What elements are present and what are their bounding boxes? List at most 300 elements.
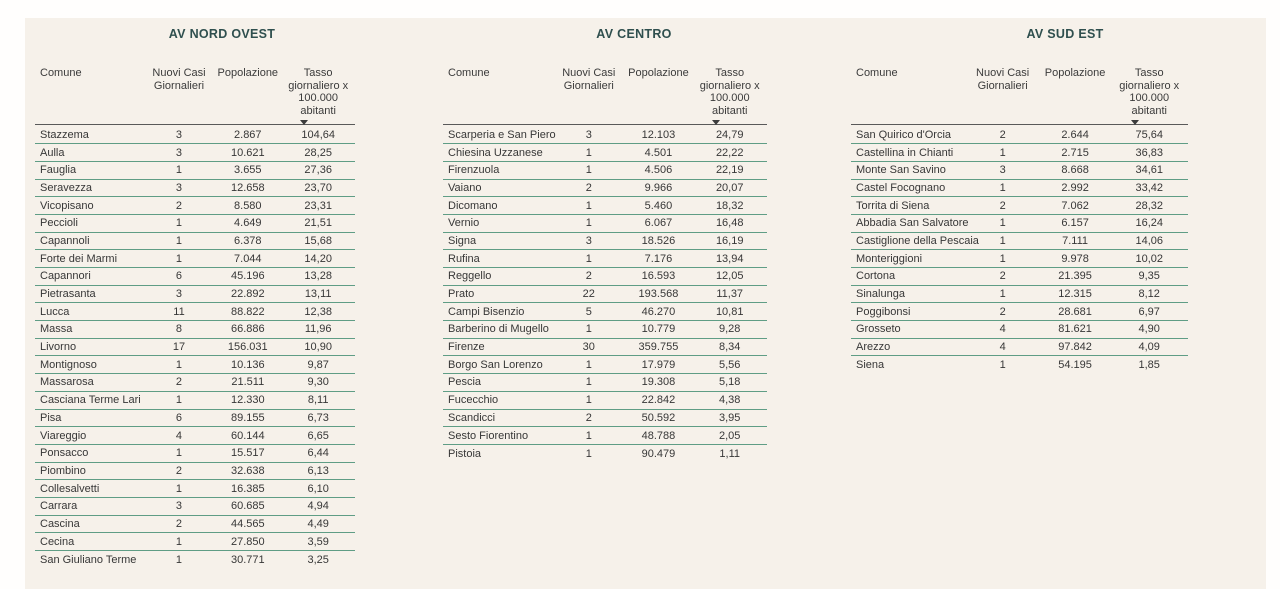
- cell-popolazione: 2.715: [1061, 146, 1089, 159]
- cell-popolazione: 22.842: [641, 394, 676, 407]
- cell-nuovi-casi: 1: [585, 252, 592, 265]
- column-header-popolazione[interactable]: Popolazione: [1044, 67, 1106, 79]
- table-body: [851, 127, 1188, 375]
- cell-comune: Campi Bisenzio: [448, 305, 525, 318]
- cell-comune: Dicomano: [448, 199, 498, 212]
- table-av-nord-ovest: [35, 18, 355, 589]
- cell-popolazione: 46.270: [641, 305, 676, 318]
- cell-popolazione: 30.771: [230, 553, 265, 566]
- table-row: [443, 410, 767, 428]
- cell-popolazione: 2.992: [1061, 181, 1089, 194]
- cell-comune: Vernio: [448, 217, 480, 230]
- cell-comune: Aulla: [40, 146, 65, 159]
- cell-nuovi-casi: 6: [175, 270, 183, 283]
- cell-tasso: 6,44: [307, 447, 329, 460]
- cell-popolazione: 12.315: [1058, 288, 1092, 301]
- cell-nuovi-casi: 4: [175, 429, 183, 442]
- column-header-tasso[interactable]: [281, 67, 355, 125]
- table-row: [35, 463, 355, 481]
- cell-popolazione: 66.886: [230, 323, 265, 336]
- cell-nuovi-casi: 2: [999, 305, 1006, 318]
- cell-nuovi-casi: 3: [175, 146, 183, 159]
- cell-nuovi-casi: 1: [585, 429, 592, 442]
- cell-comune: Viareggio: [40, 429, 87, 442]
- cell-nuovi-casi: 8: [175, 323, 183, 336]
- table-body: [443, 127, 767, 463]
- cell-comune: San Giuliano Terme: [40, 553, 137, 566]
- table-row: [443, 127, 767, 145]
- cell-nuovi-casi: 2: [585, 270, 592, 283]
- cell-tasso: 6,65: [307, 429, 329, 442]
- cell-popolazione: 8.580: [234, 199, 262, 212]
- cell-comune: Stazzema: [40, 128, 89, 141]
- cell-nuovi-casi: 11: [173, 305, 185, 318]
- cell-popolazione: 9.966: [644, 181, 673, 194]
- cell-comune: Signa: [448, 234, 477, 247]
- cell-tasso: 6,10: [307, 482, 329, 495]
- cell-comune: Reggello: [448, 270, 492, 283]
- cell-tasso: 8,12: [1138, 288, 1160, 301]
- table-row: [35, 250, 355, 268]
- cell-nuovi-casi: 5: [585, 305, 592, 318]
- cell-tasso: 10,02: [1135, 252, 1163, 265]
- table-header-row: [851, 67, 1188, 125]
- cell-popolazione: 50.592: [641, 411, 676, 424]
- table-row: [443, 339, 767, 357]
- table-row: [443, 286, 767, 304]
- cell-comune: Castellina in Chianti: [856, 146, 954, 159]
- table-row: [35, 427, 355, 445]
- cell-nuovi-casi: 1: [175, 553, 183, 566]
- cell-popolazione: 6.067: [644, 217, 673, 230]
- table-row: [35, 356, 355, 374]
- cell-comune: Ponsacco: [40, 447, 89, 460]
- table-row: [35, 374, 355, 392]
- cell-popolazione: 21.395: [1058, 270, 1092, 283]
- cell-tasso: 13,94: [715, 252, 744, 265]
- cell-comune: Massa: [40, 323, 73, 336]
- column-header-tasso[interactable]: [1110, 67, 1188, 125]
- cell-popolazione: 89.155: [230, 411, 265, 424]
- cell-nuovi-casi: 6: [175, 411, 183, 424]
- cell-popolazione: 7.062: [1061, 199, 1089, 212]
- table-row: [851, 339, 1188, 357]
- cell-comune: Firenzuola: [448, 164, 500, 177]
- cell-nuovi-casi: 2: [999, 199, 1006, 212]
- cell-tasso: 10,81: [715, 305, 744, 318]
- cell-nuovi-casi: 2: [175, 464, 183, 477]
- cell-tasso: 5,18: [719, 376, 741, 389]
- table-title: AV NORD OVEST: [168, 27, 276, 41]
- cell-popolazione: 60.144: [230, 429, 265, 442]
- cell-nuovi-casi: 3: [585, 128, 592, 141]
- cell-nuovi-casi: 3: [999, 164, 1006, 177]
- cell-nuovi-casi: 1: [585, 447, 592, 460]
- cell-popolazione: 9.978: [1061, 252, 1089, 265]
- cell-comune: Livorno: [40, 341, 77, 354]
- table-row: [35, 286, 355, 304]
- cell-popolazione: 6.378: [234, 234, 262, 247]
- cell-comune: Abbadia San Salvatore: [856, 217, 969, 230]
- table-row: [851, 268, 1188, 286]
- cell-comune: Monteriggioni: [856, 252, 923, 265]
- table-row: [35, 233, 355, 251]
- cell-tasso: 18,32: [715, 199, 744, 212]
- table-row: [35, 215, 355, 233]
- cell-popolazione: 88.822: [230, 305, 265, 318]
- cell-tasso: 3,25: [307, 553, 329, 566]
- cell-tasso: 13,11: [304, 288, 332, 301]
- cell-tasso: 1,11: [719, 447, 740, 460]
- sort-descending-icon: [712, 120, 720, 125]
- cell-tasso: 33,42: [1135, 181, 1163, 194]
- cell-tasso: 4,49: [307, 517, 329, 530]
- cell-tasso: 23,70: [304, 181, 332, 194]
- column-header-tasso-label: Tasso giornaliero x 100.000 abitanti: [1119, 67, 1180, 117]
- cell-tasso: 1,85: [1138, 359, 1160, 372]
- cell-nuovi-casi: 2: [585, 181, 592, 194]
- table-row: [35, 551, 355, 569]
- cell-popolazione: 2.867: [234, 128, 262, 141]
- column-header-nuovi-casi[interactable]: Nuovi Casi Giornalieri: [562, 67, 616, 92]
- cell-nuovi-casi: 1: [585, 164, 592, 177]
- column-header-tasso-label: Tasso giornaliero x 100.000 abitanti: [699, 67, 760, 117]
- cell-popolazione: 16.593: [641, 270, 676, 283]
- table-title: AV SUD EST: [1026, 27, 1104, 41]
- table-body: [35, 127, 355, 569]
- table-row: [851, 180, 1188, 198]
- cell-nuovi-casi: 1: [175, 358, 183, 371]
- cell-popolazione: 7.111: [1062, 234, 1089, 247]
- cell-comune: Poggibonsi: [856, 305, 911, 318]
- cell-comune: Casciana Terme Lari: [40, 394, 141, 407]
- cell-popolazione: 359.755: [638, 341, 679, 354]
- table-row: [443, 356, 767, 374]
- cell-comune: Pisa: [40, 411, 62, 424]
- table-row: [851, 127, 1188, 145]
- cell-nuovi-casi: 4: [999, 323, 1006, 336]
- table-row: [35, 268, 355, 286]
- table-row: [443, 321, 767, 339]
- cell-nuovi-casi: 1: [175, 217, 183, 230]
- table-row: [35, 144, 355, 162]
- cell-nuovi-casi: 2: [175, 199, 183, 212]
- cell-comune: Seravezza: [40, 181, 92, 194]
- cell-nuovi-casi: 17: [172, 341, 186, 354]
- cell-popolazione: 6.157: [1061, 217, 1089, 230]
- cell-tasso: 11,96: [304, 323, 332, 336]
- cell-tasso: 10,90: [304, 341, 332, 354]
- table-row: [443, 180, 767, 198]
- cell-popolazione: 2.644: [1061, 128, 1089, 141]
- table-row: [35, 445, 355, 463]
- table-row: [35, 180, 355, 198]
- cell-nuovi-casi: 1: [175, 394, 183, 407]
- table-row: [35, 498, 355, 516]
- table-row: [35, 533, 355, 551]
- cell-tasso: 28,25: [304, 146, 332, 159]
- cell-tasso: 36,83: [1135, 146, 1163, 159]
- cell-comune: Pescia: [448, 376, 482, 389]
- cell-comune: Cascina: [40, 517, 80, 530]
- cell-comune: Vicopisano: [40, 199, 94, 212]
- table-row: [443, 374, 767, 392]
- cell-comune: Cortona: [856, 270, 896, 283]
- cell-popolazione: 45.196: [230, 270, 265, 283]
- cell-tasso: 24,79: [715, 128, 744, 141]
- cell-popolazione: 19.308: [641, 376, 676, 389]
- cell-popolazione: 44.565: [230, 517, 265, 530]
- cell-tasso: 14,20: [304, 252, 332, 265]
- table-row: [35, 127, 355, 145]
- cell-comune: Cecina: [40, 535, 75, 548]
- cell-comune: Lucca: [40, 305, 70, 318]
- cell-tasso: 23,31: [304, 199, 332, 212]
- cell-popolazione: 156.031: [227, 341, 268, 354]
- table-row: [851, 356, 1188, 374]
- cell-comune: Montignoso: [40, 358, 97, 371]
- cell-popolazione: 18.526: [641, 234, 676, 247]
- table-row: [35, 392, 355, 410]
- cell-nuovi-casi: 1: [999, 181, 1006, 194]
- cell-popolazione: 4.501: [644, 146, 673, 159]
- cell-nuovi-casi: 22: [582, 288, 595, 301]
- column-header-comune[interactable]: Comune: [40, 67, 82, 79]
- cell-nuovi-casi: 2: [585, 411, 592, 424]
- cell-popolazione: 10.779: [641, 323, 676, 336]
- table-row: [443, 250, 767, 268]
- cell-popolazione: 12.103: [641, 128, 676, 141]
- cell-comune: San Quirico d'Orcia: [856, 128, 952, 141]
- table-row: [851, 233, 1188, 251]
- cell-popolazione: 15.517: [230, 447, 265, 460]
- cell-tasso: 16,24: [1135, 217, 1163, 230]
- cell-tasso: 12,38: [304, 305, 332, 318]
- cell-comune: Borgo San Lorenzo: [448, 358, 543, 371]
- cell-popolazione: 193.568: [638, 288, 679, 301]
- cell-tasso: 9,30: [307, 376, 329, 389]
- column-header-nuovi-casi[interactable]: Nuovi Casi Giornalieri: [152, 67, 206, 92]
- cell-popolazione: 12.330: [230, 394, 265, 407]
- table-row: [851, 321, 1188, 339]
- cell-nuovi-casi: 1: [175, 482, 183, 495]
- cell-comune: Chiesina Uzzanese: [448, 146, 543, 159]
- cell-popolazione: 10.136: [230, 358, 265, 371]
- cell-comune: Sesto Fiorentino: [448, 429, 529, 442]
- cell-tasso: 2,05: [719, 429, 741, 442]
- cell-nuovi-casi: 3: [585, 234, 592, 247]
- cell-comune: Vaiano: [448, 181, 482, 194]
- cell-comune: Prato: [448, 288, 475, 301]
- cell-popolazione: 32.638: [230, 464, 265, 477]
- table-row: [35, 162, 355, 180]
- cell-popolazione: 17.979: [641, 358, 676, 371]
- cell-nuovi-casi: 3: [175, 128, 183, 141]
- cell-tasso: 75,64: [1135, 128, 1163, 141]
- cell-nuovi-casi: 3: [175, 181, 183, 194]
- cell-tasso: 22,22: [715, 146, 744, 159]
- cell-tasso: 16,48: [715, 217, 744, 230]
- cell-nuovi-casi: 2: [175, 517, 183, 530]
- cell-nuovi-casi: 1: [585, 217, 592, 230]
- cell-nuovi-casi: 1: [585, 376, 592, 389]
- column-header-popolazione[interactable]: Popolazione: [217, 67, 279, 79]
- cell-comune: Collesalvetti: [40, 482, 100, 495]
- cell-nuovi-casi: 4: [999, 341, 1006, 354]
- cell-tasso: 4,94: [307, 500, 329, 513]
- cell-nuovi-casi: 2: [999, 128, 1006, 141]
- cell-popolazione: 4.506: [644, 164, 673, 177]
- cell-tasso: 5,56: [719, 358, 741, 371]
- cell-tasso: 14,06: [1135, 234, 1163, 247]
- table-row: [443, 233, 767, 251]
- cell-nuovi-casi: 1: [585, 146, 592, 159]
- cell-tasso: 104,64: [301, 128, 335, 141]
- cell-tasso: 12,05: [715, 270, 744, 283]
- table-row: [851, 286, 1188, 304]
- cell-nuovi-casi: 1: [585, 323, 592, 336]
- table-row: [35, 516, 355, 534]
- table-row: [35, 410, 355, 428]
- column-header-comune[interactable]: Comune: [856, 67, 898, 79]
- cell-popolazione: 54.195: [1058, 359, 1092, 372]
- cell-comune: Massarosa: [40, 376, 94, 389]
- cell-comune: Fauglia: [40, 164, 77, 177]
- cell-nuovi-casi: 1: [585, 394, 592, 407]
- cell-comune: Monte San Savino: [856, 164, 946, 177]
- cell-comune: Capannori: [40, 270, 91, 283]
- cell-nuovi-casi: 1: [175, 535, 183, 548]
- cell-tasso: 9,87: [307, 358, 329, 371]
- table-row: [443, 144, 767, 162]
- cell-tasso: 20,07: [715, 181, 744, 194]
- table-row: [851, 197, 1188, 215]
- table-row: [443, 268, 767, 286]
- table-row: [443, 215, 767, 233]
- cell-popolazione: 28.681: [1058, 305, 1092, 318]
- cell-tasso: 9,35: [1138, 270, 1160, 283]
- cell-popolazione: 81.621: [1058, 323, 1092, 336]
- table-row: [851, 303, 1188, 321]
- cell-popolazione: 60.685: [230, 500, 265, 513]
- cell-nuovi-casi: 30: [582, 341, 595, 354]
- column-header-tasso-label: Tasso giornaliero x 100.000 abitanti: [288, 67, 349, 117]
- cell-comune: Barberino di Mugello: [448, 323, 549, 336]
- cell-popolazione: 48.788: [641, 429, 676, 442]
- cell-tasso: 3,95: [719, 411, 741, 424]
- table-row: [35, 480, 355, 498]
- cell-comune: Capannoli: [40, 234, 90, 247]
- cell-popolazione: 10.621: [230, 146, 265, 159]
- sort-descending-icon: [1131, 120, 1139, 125]
- cell-comune: Rufina: [448, 252, 480, 265]
- table-av-sud-est: [851, 18, 1188, 589]
- column-header-comune[interactable]: Comune: [448, 67, 490, 79]
- table-row: [851, 144, 1188, 162]
- cell-comune: Castel Focognano: [856, 181, 946, 194]
- cell-nuovi-casi: 1: [999, 252, 1006, 265]
- table-row: [443, 303, 767, 321]
- column-header-popolazione[interactable]: Popolazione: [628, 67, 689, 79]
- cell-tasso: 28,32: [1135, 199, 1163, 212]
- cell-comune: Sinalunga: [856, 288, 905, 301]
- table-row: [443, 427, 767, 445]
- table-row: [851, 250, 1188, 268]
- cell-comune: Castiglione della Pescaia: [856, 234, 979, 247]
- cell-tasso: 4,90: [1138, 323, 1160, 336]
- cell-tasso: 6,73: [307, 411, 329, 424]
- cell-nuovi-casi: 1: [999, 217, 1006, 230]
- cell-tasso: 15,68: [304, 234, 332, 247]
- cell-popolazione: 4.649: [234, 217, 262, 230]
- cell-tasso: 11,37: [716, 288, 744, 301]
- table-row: [443, 445, 767, 463]
- cell-comune: Grosseto: [856, 323, 901, 336]
- table-row: [35, 321, 355, 339]
- table-row: [35, 303, 355, 321]
- cell-comune: Peccioli: [40, 217, 78, 230]
- cell-tasso: 8,11: [307, 394, 329, 407]
- cell-popolazione: 21.511: [231, 376, 265, 389]
- table-row: [443, 392, 767, 410]
- cell-nuovi-casi: 1: [175, 164, 183, 177]
- table-row: [443, 197, 767, 215]
- cell-nuovi-casi: 1: [175, 252, 183, 265]
- cell-tasso: 27,36: [304, 164, 332, 177]
- table-av-centro: [443, 18, 767, 589]
- cell-nuovi-casi: 1: [175, 234, 183, 247]
- cell-comune: Forte dei Marmi: [40, 252, 118, 265]
- cell-popolazione: 22.892: [230, 288, 265, 301]
- table-row: [35, 197, 355, 215]
- cell-tasso: 3,59: [307, 535, 329, 548]
- cell-tasso: 13,28: [304, 270, 332, 283]
- table-row: [851, 215, 1188, 233]
- cell-nuovi-casi: 1: [999, 234, 1006, 247]
- report-canvas: [25, 18, 1266, 589]
- cell-tasso: 8,34: [719, 341, 741, 354]
- cell-tasso: 4,09: [1138, 341, 1160, 354]
- cell-nuovi-casi: 1: [999, 288, 1006, 301]
- cell-nuovi-casi: 1: [585, 358, 592, 371]
- cell-popolazione: 7.044: [234, 252, 262, 265]
- cell-popolazione: 3.655: [234, 164, 262, 177]
- cell-comune: Firenze: [448, 341, 485, 354]
- column-header-nuovi-casi[interactable]: Nuovi Casi Giornalieri: [976, 67, 1030, 92]
- cell-popolazione: 16.385: [230, 482, 265, 495]
- column-header-tasso[interactable]: [692, 67, 767, 125]
- cell-nuovi-casi: 1: [585, 199, 592, 212]
- cell-nuovi-casi: 1: [175, 447, 183, 460]
- table-row: [443, 162, 767, 180]
- cell-tasso: 6,13: [307, 464, 329, 477]
- cell-popolazione: 8.668: [1061, 164, 1089, 177]
- cell-comune: Scarperia e San Piero: [448, 128, 556, 141]
- cell-comune: Scandicci: [448, 411, 496, 424]
- cell-tasso: 22,19: [715, 164, 744, 177]
- cell-nuovi-casi: 2: [175, 376, 183, 389]
- cell-nuovi-casi: 3: [175, 500, 183, 513]
- cell-nuovi-casi: 1: [999, 146, 1006, 159]
- cell-comune: Siena: [856, 359, 885, 372]
- cell-popolazione: 97.842: [1058, 341, 1092, 354]
- cell-comune: Pistoia: [448, 447, 482, 460]
- cell-comune: Piombino: [40, 464, 86, 477]
- cell-popolazione: 12.658: [230, 181, 265, 194]
- cell-comune: Torrita di Siena: [856, 199, 930, 212]
- cell-nuovi-casi: 2: [999, 270, 1006, 283]
- cell-nuovi-casi: 3: [175, 288, 183, 301]
